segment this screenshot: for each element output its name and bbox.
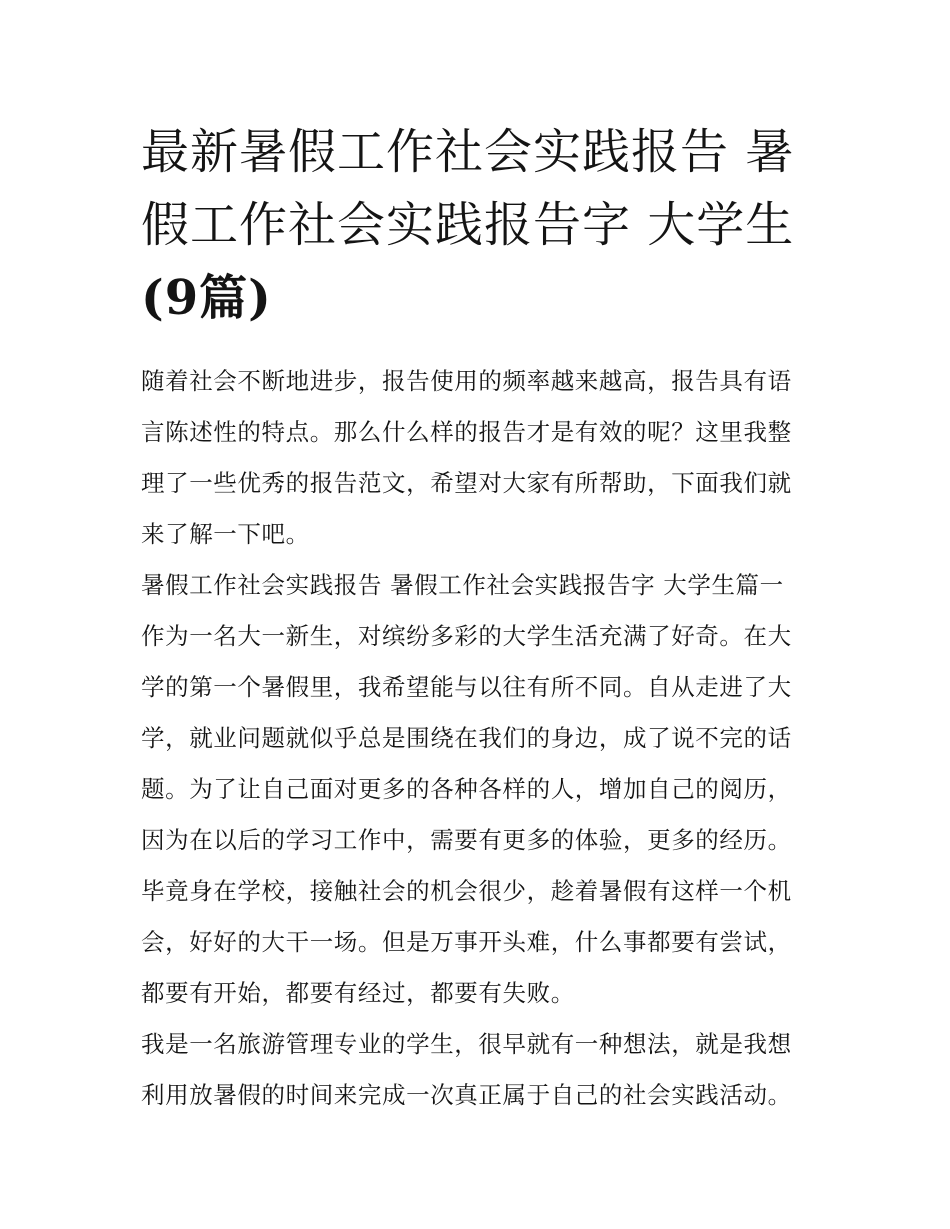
title-suffix: (9篇) — [141, 270, 272, 326]
document-body — [141, 356, 809, 1121]
page-title — [141, 116, 809, 335]
body-paragraph: 作为一名大一新生，对缤纷多彩的大学生活充满了好奇。在大学的第一个暑假里，我希望能与以往有所不同。自从走进了大学，就业问题就似乎总是围绕在我们的身边，成了说不完的话题。为了让自己面对更多的各种各样的人，增加自己的阅历，因为在以后的学习工作中，需要有更多的体验，更多的经历。毕竟身在学校，接触社会的机会很少，趁着暑假有这样一个机会，好好的大干一场。但是万事开头难，什么事都要有尝试，都要有开始，都要有经过，都要有失败。 — [141, 622, 792, 1007]
section-heading: 暑假工作社会实践报告 暑假工作社会实践报告字 大学生篇一 — [141, 571, 784, 599]
intro-paragraph: 随着社会不断地进步，报告使用的频率越来越高，报告具有语言陈述性的特点。那么什么样的报告才是有效的呢？这里我整理了一些优秀的报告范文，希望对大家有所帮助，下面我们就来了解一下吧。 — [141, 367, 792, 548]
title-text: 最新暑假工作社会实践报告 暑假工作社会实践报告字 大学生 — [141, 124, 795, 253]
body-paragraph: 我是一名旅游管理专业的学生，很早就有一种想法，就是我想利用放暑假的时间来完成一次真正属于自己的社会实践活动。 — [141, 1030, 792, 1109]
